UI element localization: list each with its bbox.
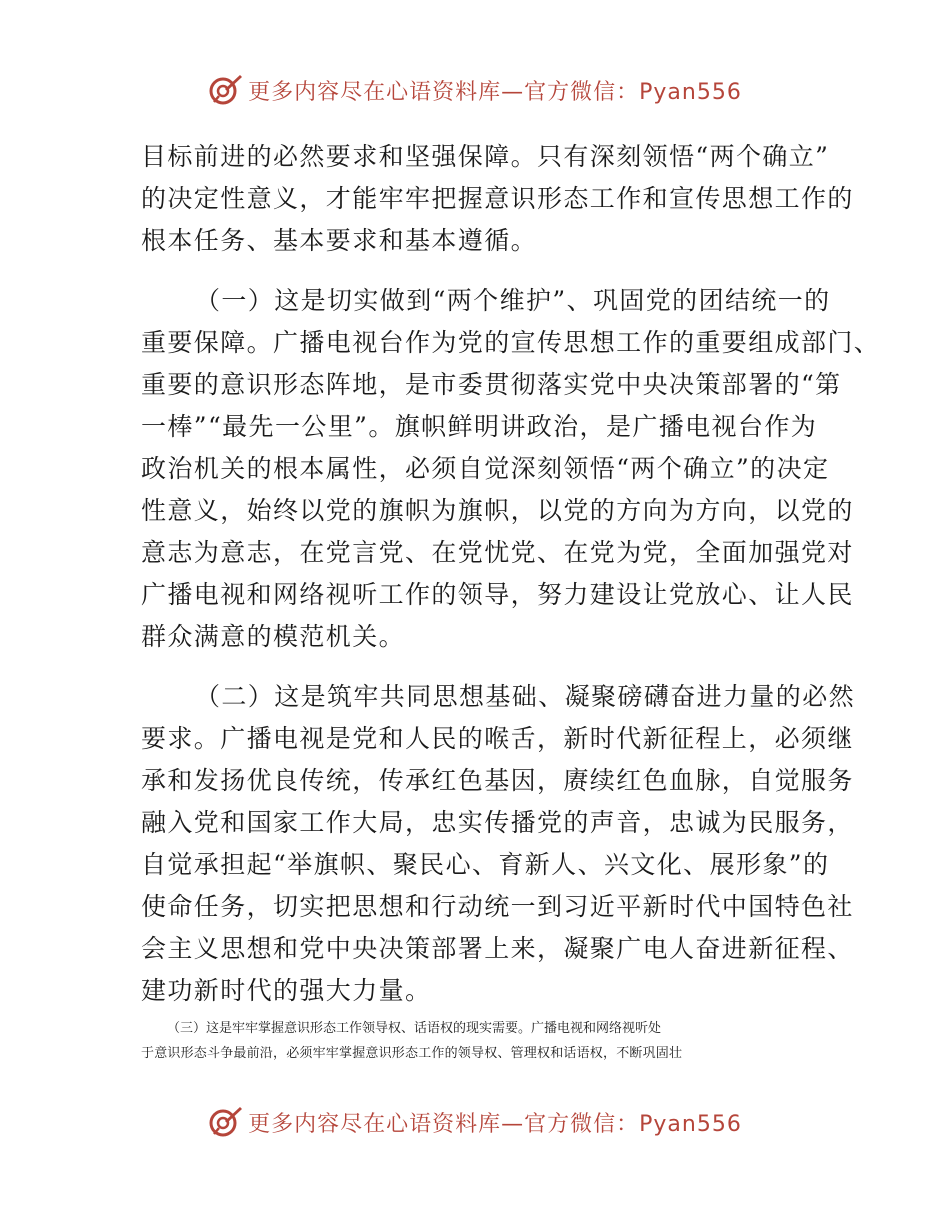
text-line: 的决定性意义，才能牢牢把握意识形态工作和宣传思想工作的 (141, 184, 854, 213)
text-line: 于意识形态斗争最前沿，必须牢牢掌握意识形态工作的领导权、管理权和话语权，不断巩固壮 (141, 1046, 683, 1061)
text-line: 广播电视和网络视听工作的领导，努力建设让党放心、让人民 (141, 580, 854, 609)
section-three-paragraph (141, 1016, 831, 1066)
section-one-paragraph (141, 280, 881, 658)
text-line: 意志为意志，在党言党、在党忧党、在党为党，全面加强党对 (141, 538, 854, 567)
text-line: 承和发扬优良传统，传承红色基因，赓续红色血脉，自觉服务 (141, 766, 854, 795)
footer-banner-text: 更多内容尽在心语资料库—官方微信：Pyan556 (248, 1111, 742, 1137)
text-line: 使命任务，切实把思想和行动统一到习近平新时代中国特色社 (141, 892, 854, 921)
text-line: 自觉承担起“举旗帜、聚民心、育新人、兴文化、展形象”的 (141, 850, 830, 879)
text-line: 要求。广播电视是党和人民的喉舌，新时代新征程上，必须继 (141, 724, 854, 753)
document-body (141, 136, 881, 1012)
text-line: 重要保障。广播电视台作为党的宣传思想工作的重要组成部门、 (141, 328, 881, 357)
section-two-paragraph (141, 676, 856, 1012)
text-line: 性意义，始终以党的旗帜为旗帜，以党的方向为方向，以党的 (141, 496, 854, 525)
text-line: 一棒”“最先一公里”。旗帜鲜明讲政治，是广播电视台作为 (141, 412, 818, 441)
text-line: 目标前进的必然要求和坚强保障。只有深刻领悟“两个确立” (141, 142, 830, 171)
text-line: （一）这是切实做到“两个维护”、巩固党的团结统一的 (195, 286, 831, 315)
text-line: 群众满意的模范机关。 (141, 622, 406, 651)
text-line: （二）这是筑牢共同思想基础、凝聚磅礴奋进力量的必然 (195, 682, 856, 711)
pen-logo-icon (208, 1104, 244, 1140)
text-line: 会主义思想和党中央决策部署上来，凝聚广电人奋进新征程、 (141, 934, 854, 963)
pen-logo-icon (208, 72, 244, 108)
text-line: 根本任务、基本要求和基本遵循。 (141, 226, 538, 255)
intro-paragraph (141, 136, 854, 262)
text-line: （三）这是牢牢掌握意识形态工作领导权、话语权的现实需要。广播电视和网络视听处 (167, 1021, 662, 1036)
text-line: 建功新时代的强大力量。 (141, 976, 432, 1005)
footer-banner (0, 1098, 950, 1146)
text-line: 重要的意识形态阵地，是市委贯彻落实党中央决策部署的“第 (141, 370, 842, 399)
header-banner (0, 66, 950, 114)
text-line: 政治机关的根本属性，必须自觉深刻领悟“两个确立”的决定 (141, 454, 830, 483)
text-line: 融入党和国家工作大局，忠实传播党的声音，忠诚为民服务， (141, 808, 854, 837)
header-banner-text: 更多内容尽在心语资料库—官方微信：Pyan556 (248, 79, 742, 105)
